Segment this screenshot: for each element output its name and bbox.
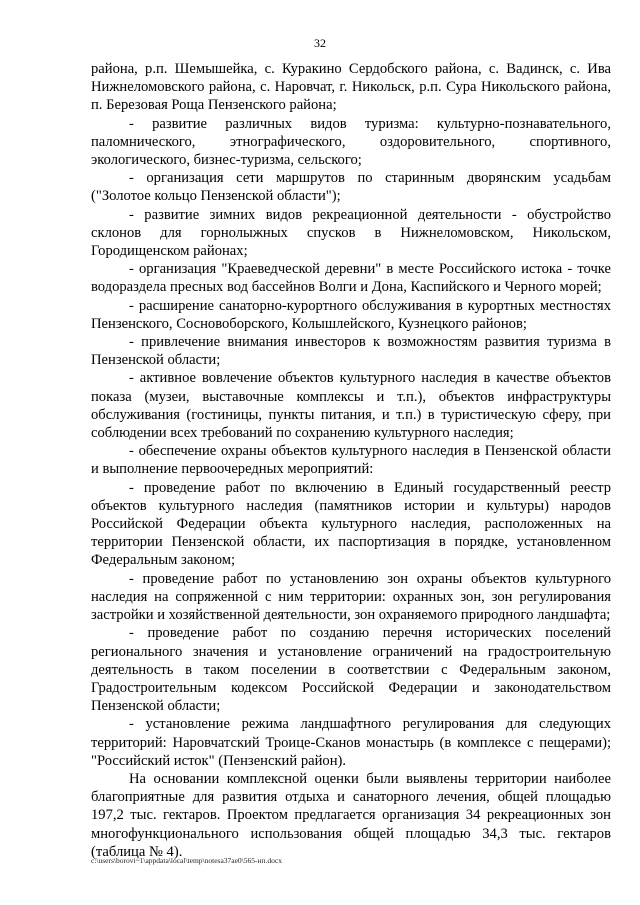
paragraph-historic-settlements: - проведение работ по созданию перечня исторических поселений регионального значения и установление ограничений на градостроительную деятельность в таком поселении в соответствии с Федеральным законом, Градостроительным кодексом Российской Федерации и законодательством Пензенской области; (91, 625, 611, 715)
paragraph-heritage-protection: - обеспечение охраны объектов культурного наследия в Пензенской области и выполнение первоочередных мероприятий: (91, 443, 611, 478)
page-number: 32 (314, 36, 326, 50)
paragraph-heritage-involvement: - активное вовлечение объектов культурного наследия в качестве объектов показа (музеи, выставочные комплексы и т.п.), объектов инфраструктуры обслуживания (гостиницы, пункты питания, и т.п.) в туристическую сферу, при соблюдении всех требований по сохранению культурного наследия; (91, 370, 611, 442)
paragraph-investor-attraction: - привлечение внимания инвесторов к возможностям развития туризма в Пензенской области; (91, 334, 611, 369)
paragraph-state-registry: - проведение работ по включению в Единый государственный реестр объектов культурного наследия (памятников истории и культуры) народов Российской Федерации объекта культурного наследия, расположенных на территории Пензенской области, их паспортизация в порядке, установленном Федеральным законом; (91, 479, 611, 569)
paragraph-tourism-types: - развитие различных видов туризма: культурно-познавательного, паломнического, этнографического, оздоровительного, спортивного, экологического, бизнес-туризма, сельского; (91, 115, 611, 169)
paragraph-landscape-regulation: - установление режима ландшафтного регулирования для следующих территорий: Наровчатский Троице-Сканов монастырь (в комплексе с пещерами); "Российский исток" (Пензенский район). (91, 716, 611, 769)
paragraph-winter-recreation: - развитие зимних видов рекреационной деятельности - обустройство склонов для горнолыжных спусков в Нижнеломовском, Никольском, Городищенском районах; (91, 206, 611, 260)
paragraph-protection-zones: - проведение работ по установлению зон охраны объектов культурного наследия на сопряженной с ним территории: охранных зон, зон регулирования застройки и хозяйственной деятельности, зон охраняемого природного ландшафта; (91, 570, 611, 624)
paragraph-recreation-zones-summary: На основании комплексной оценки были выявлены территории наиболее благоприятные для развития отдыха и санаторного лечения, общей площадью 197,2 тыс. гектаров. Проектом предлагается организация 34 рекреационных зон многофункционального использования общей площадью 34,3 тыс. гектаров (таблица № 4). (91, 770, 611, 860)
paragraph-settlements-list: района, р.п. Шемышейка, с. Куракино Сердобского района, с. Вадинск, с. Ива Нижнеломовского района, с. Наровчат, г. Никольск, р.п. Сура Никольского района, п. Березовая Роща Пензенского района; (91, 61, 611, 114)
paragraph-resort-expansion: - расширение санаторно-курортного обслуживания в курортных местностях Пензенского, Сосновоборского, Колышлейского, Кузнецкого районов; (91, 297, 611, 332)
footer-file-path: c:\users\borovi~1\appdata\local\temp\notesa37ae0\565-нп.docx (91, 856, 282, 865)
document-body (91, 60, 611, 861)
paragraph-ethno-village: - организация "Краеведческой деревни" в месте Российского истока - точке водораздела пресных вод бассейнов Волги и Дона, Каспийского и Черного морей; (91, 261, 611, 296)
paragraph-estate-routes: - организация сети маршрутов по старинным дворянским усадьбам ("Золотое кольцо Пензенской области"); (91, 170, 611, 205)
